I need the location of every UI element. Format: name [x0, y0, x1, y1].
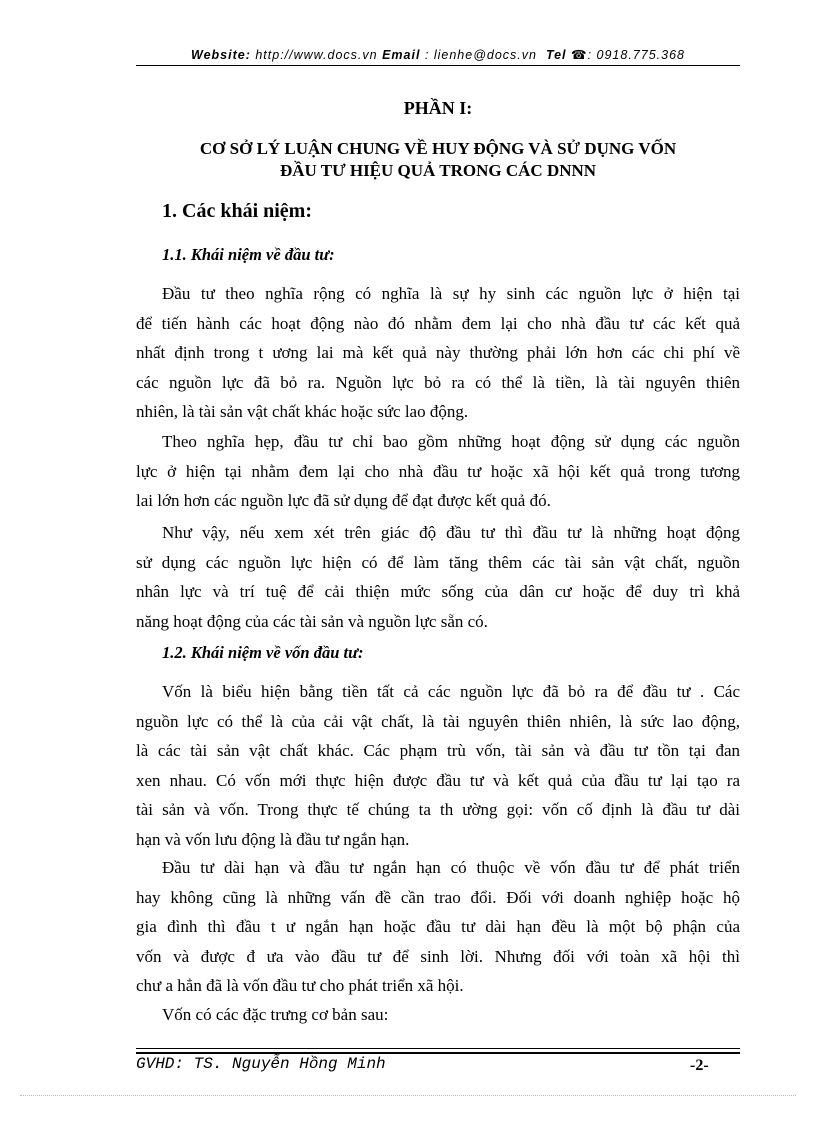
paragraph-line: nhất định trong t ương lai mà kết quả này thường phải lớn hơn các chi phí về [136, 343, 740, 362]
email-value[interactable]: : lienhe@docs.vn [424, 48, 537, 62]
main-title [136, 138, 740, 182]
paragraph-line: vốn và được đ ưa vào đầu tư để sinh lời. Nhưng đối với toàn xã hội thì [136, 946, 740, 966]
page-number: -2- [690, 1057, 709, 1074]
paragraph-line: lai lớn hơn các nguồn lực đã sử dụng để đạt được kết quả đó. [136, 491, 551, 510]
paragraph-line: Đầu tư dài hạn và đầu tư ngắn hạn có thuộc về vốn đầu tư để phát triển [162, 858, 740, 877]
paragraph-line: nguồn lực có thể là của cải vật chất, là tài nguyên thiên nhiên, là sức lao động, [136, 711, 740, 731]
paragraph-line: sử dụng các nguồn lực hiện có để làm tăng thêm các tài sản vật chất, nguồn [136, 552, 740, 572]
website-url[interactable]: http://www.docs.vn [255, 48, 378, 62]
paragraph-line: Đầu tư theo nghĩa rộng có nghĩa là sự hy sinh các nguồn lực ở hiện tại [162, 284, 740, 303]
main-title-line-1: CƠ SỞ LÝ LUẬN CHUNG VỀ HUY ĐỘNG VÀ SỬ DỤNG VỐN [199, 139, 677, 158]
section-heading-1-1: 1.1. Khái niệm về đầu tư: [162, 245, 335, 264]
part-title: PHẦN I: [403, 98, 473, 118]
paragraph-line: nhân lực và trí tuệ để cải thiện mức sống của dân cư hoặc để duy trì khả [136, 582, 740, 601]
main-title-line-2: ĐẦU TƯ HIỆU QUẢ TRONG CÁC DNNN [279, 161, 597, 180]
paragraph-line: nhiên, là tài sản vật chất khác hoặc sức lao động. [136, 402, 469, 421]
paragraph-line: năng hoạt động của các tài sản và nguồn lực sẵn có. [136, 611, 488, 631]
website-label: Website: [191, 48, 251, 62]
paragraph-2 [136, 427, 740, 516]
paragraph-line: lực ở hiện tại nhằm đem lại cho nhà đầu tư hoặc xã hội kết quả trong tương [136, 461, 740, 481]
section-heading-1-2: 1.2. Khái niệm về vốn đầu tư: [162, 643, 364, 662]
paragraph-line: Vốn là biểu hiện bằng tiền tất cả các nguồn lực đã bỏ ra để đầu tư . Các [162, 682, 740, 701]
page-bottom-divider [20, 1095, 796, 1096]
paragraph-3 [136, 518, 740, 636]
footer-rule-thick [136, 1052, 740, 1054]
paragraph-5 [136, 853, 740, 1001]
paragraph-line: Theo nghĩa hẹp, đầu tư chỉ bao gồm những hoạt động sử dụng các nguồn [162, 432, 740, 451]
paragraph-line: Như vậy, nếu xem xét trên giác độ đầu tư thì đầu tư là những hoạt động [162, 523, 740, 542]
paragraph-line: để tiến hành các hoạt động nào đó nhằm đem lại cho nhà đầu tư các kết quả [136, 313, 740, 333]
paragraph-line: tài sản và vốn. Trong thực tế chúng ta th ường gọi: vốn cố định là đầu tư dài [136, 800, 740, 819]
email-label: Email [382, 48, 421, 62]
tel-label: Tel ☎ [545, 48, 588, 62]
paragraph-line: chư a hẳn đã là vốn đầu tư cho phát triển xã hội. [136, 976, 464, 995]
paragraph-1 [136, 279, 740, 427]
paragraph-line: gia đình thì đầu t ư ngắn hạn hoặc đầu tư dài hạn đều là một bộ phận của [136, 917, 740, 936]
paragraph-line: xen nhau. Có vốn mới thực hiện được đầu tư và kết quả của đầu tư lại tạo ra [136, 770, 740, 790]
paragraph-line: hạn và vốn lưu động là đầu tư ngắn hạn. [136, 829, 410, 849]
header-rule [136, 65, 740, 66]
paragraph-line: các nguồn lực đã bỏ ra. Nguồn lực bỏ ra có thể là tiền, là tài nguyên thiên [136, 372, 740, 392]
tel-value: : 0918.775.368 [587, 48, 685, 62]
paragraph-line: hay không cũng là những vấn đề cần trao đổi. Đối với doanh nghiệp hoặc hộ [136, 887, 740, 907]
paragraph-line: là các tài sản vật chất khác. Các phạm trù vốn, tài sản và đầu tư tồn tại đan [136, 741, 740, 760]
page-header [136, 47, 740, 67]
section-heading-1: 1. Các khái niệm: [162, 200, 312, 222]
advisor-name: GVHD: TS. Nguyễn Hồng Minh [136, 1055, 386, 1073]
closing-line: Vốn có các đặc trưng cơ bản sau: [162, 1005, 389, 1024]
paragraph-4 [136, 677, 740, 854]
footer-rule-thin [136, 1048, 740, 1049]
